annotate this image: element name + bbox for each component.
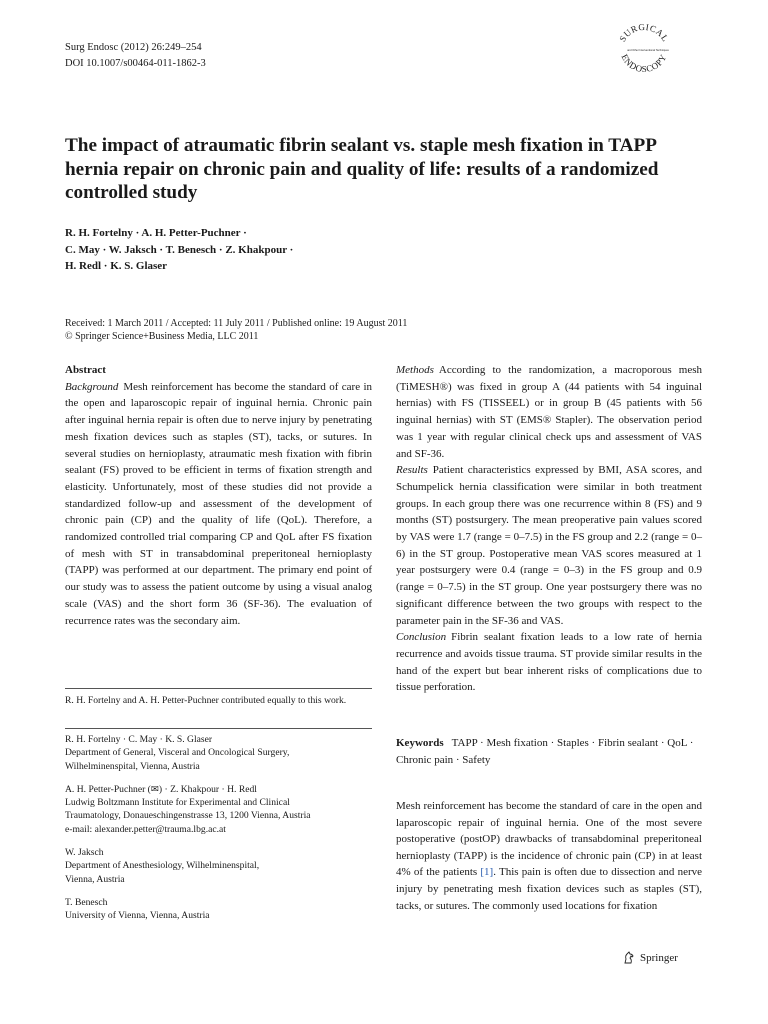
affiliation-divider [65, 728, 372, 729]
abstract-heading: Abstract [65, 364, 106, 376]
abstract-results [396, 462, 702, 629]
contribution-footnote: R. H. Fortelny and A. H. Petter-Puchner contributed equally to this work. [65, 695, 347, 706]
author-line: H. Redl · K. S. Glaser [65, 260, 168, 272]
logo-mid-text: and Other Interventional Techniques [627, 49, 669, 52]
author-line: R. H. Fortelny · A. H. Petter-Puchner · [65, 227, 247, 239]
journal-logo [612, 18, 676, 82]
article-title: The impact of atraumatic fibrin sealant vs. staple mesh fixation in TAPP hernia repair on chronic pain and quality of life: results of a randomized controlled study [65, 135, 659, 203]
keywords-label: Keywords [396, 737, 444, 749]
results-text: Patient characteristics expressed by BMI, ASA scores, and Schumpelick hernia classification were similar in both treatment groups. In each group there was one recurrence within 8 (FS) and 9 months (ST) postsurgery. The mean preoperative pain values scored by VAS were 1.7 (range = 0–7.5) in the FS group and 2.2 (range = 0–6) in the ST group. Postoperative mean VAS scores measured at 1 year postsurgery were 0.4 (range = 0–3) in the FS group and 0.9 (range = 0–7.5) in the ST group. One year postsurgery there was no significant difference between the two groups with respect to the parameter pain in the SF-36 and VAS. [396, 464, 702, 627]
affiliation-names: T. Benesch [65, 896, 108, 908]
affiliation-line: Department of Anesthesiology, Wilhelminenspital, [65, 860, 260, 872]
methods-text: According to the randomization, a macroporous mesh (TiMESH®) was fixed in group A (44 patients with 54 inguinal hernias) with FS (TISSEEL) or in group B (45 patients with 56 inguinal hernias) with ST (EMS® Stapler). The observation period was 1 year with regular clinical check ups and assessment of VAS and SF-36. [396, 364, 702, 460]
doi-link[interactable]: DOI 10.1007/s00464-011-1862-3 [65, 58, 206, 69]
abstract-background [65, 379, 372, 630]
logo-bottom-text: ENDOSCOPY [619, 52, 669, 75]
affiliation-line: Ludwig Boltzmann Institute for Experimental and Clinical [65, 797, 290, 809]
abstract-conclusion [396, 629, 702, 696]
affiliation-names: W. Jaksch [65, 847, 104, 859]
journal-citation: Surg Endosc (2012) 26:249–254 [65, 42, 202, 53]
author-list [65, 225, 485, 275]
background-label: Background [65, 380, 119, 393]
affiliation-line: Traumatology, Donaueschingenstrasse 13, 1200 Vienna, Austria [65, 810, 311, 822]
reference-link[interactable]: [1] [480, 866, 494, 879]
publication-dates [65, 317, 705, 344]
affiliation-line: University of Vienna, Vienna, Austria [65, 910, 210, 922]
keywords-text: TAPP · Mesh fixation · Staples · Fibrin sealant · QoL · Chronic pain · Safety [396, 737, 694, 766]
affiliation-block [65, 846, 372, 886]
introduction-text [396, 798, 702, 914]
affiliation-names: R. H. Fortelny · C. May · K. S. Glaser [65, 734, 213, 745]
affiliation-block [65, 896, 372, 923]
intro-text-part: . This pain is often due to dissection and nerve injury by penetrating mesh fixation devices such as staples (ST), tacks, or sutures. The commonly used locations for fixation [396, 866, 702, 912]
received-accepted-line: Received: 1 March 2011 / Accepted: 11 July 2011 / Published online: 19 August 2011 [65, 318, 408, 329]
publisher-name: Springer [640, 952, 678, 964]
conclusion-label: Conclusion [396, 631, 447, 644]
keywords-block [396, 735, 702, 768]
affiliation-line: Department of General, Visceral and Oncological Surgery, [65, 747, 290, 759]
affiliation-line: Vienna, Austria [65, 873, 125, 885]
affiliation-line: Wilhelminenspital, Vienna, Austria [65, 760, 200, 772]
background-text: Mesh reinforcement has become the standard of care in the open and laparoscopic repair of inguinal hernia. Chronic pain after inguinal hernia repair is often due to nerve injury by penetrating mesh fixation devices such as staples (ST), tacks, or sutures. In several studies on hernioplasty, atraumatic mesh fixation with fibrin sealant (FS) proved to be efficient in terms of fixation strength and elasticity. Unfortunately, most of these studies did not provide a standardized follow-up and assessment of the development of chronic pain (CP) and the quality of life (QoL). Therefore, a randomized controlled trial comparing CP and QoL after FS fixation of mesh with ST in transabdominal preperitoneal hernioplasty (TAPP) was performed at our department. The primary end point of our study was to assess the patient outcome by using a visual analog scale (VAS) and the short form 36 (SF-36). The evaluation of recurrence rates was the secondary aim. [65, 380, 372, 627]
affiliation-email[interactable]: e-mail: alexander.petter@trauma.lbg.ac.at [65, 823, 226, 835]
affiliation-names: A. H. Petter-Puchner (✉) · Z. Khakpour · H. Redl [65, 783, 257, 795]
affiliations [65, 733, 372, 933]
affiliation-block [65, 783, 372, 836]
copyright-line: © Springer Science+Business Media, LLC 2011 [65, 331, 259, 343]
logo-top-text: SURGICAL [617, 21, 671, 44]
publisher-mark [622, 951, 678, 965]
svg-text:SURGICAL [617, 22, 670, 44]
abstract-right-column [396, 362, 702, 696]
journal-reference [65, 40, 206, 72]
results-label: Results [396, 464, 428, 477]
springer-horse-icon [622, 951, 636, 965]
footnote-divider [65, 688, 372, 689]
author-line: C. May · W. Jaksch · T. Benesch · Z. Khakpour · [65, 243, 294, 256]
intro-text-part: Mesh reinforcement has become the standard of care in the open and laparoscopic repair of inguinal hernia. One of the most severe postoperative (postOP) drawbacks of transabdominal preperitoneal hernioplasty (TAPP) is the incidence of chronic pain (CP) in at least 4% of the patients [396, 800, 702, 879]
abstract-methods [396, 362, 702, 462]
affiliation-block [65, 733, 372, 773]
abstract-left-column [65, 362, 372, 629]
conclusion-text: Fibrin sealant fixation leads to a low rate of hernia recurrence and avoids tissue trauma. ST provide similar results in the hand of the expert but bear inherent risks of complications due to tissue perforation. [396, 631, 702, 694]
methods-label: Methods [396, 364, 434, 376]
svg-text:ENDOSCOPY [619, 52, 668, 74]
